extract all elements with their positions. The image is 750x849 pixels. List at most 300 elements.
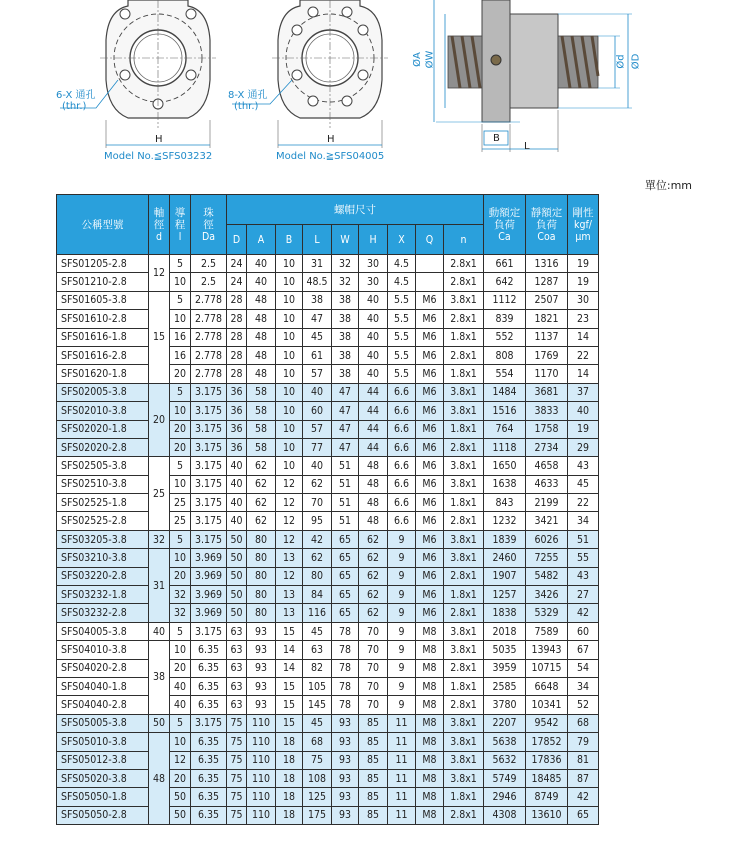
cell-x: 5.5 — [388, 291, 416, 309]
cell-n: 1.8x1 — [444, 494, 484, 512]
cell-k: 29 — [568, 438, 599, 456]
cell-coa: 4658 — [526, 457, 568, 475]
cell-w: 47 — [332, 420, 359, 438]
table-row — [57, 420, 599, 438]
cell-da: 3.175 — [191, 438, 227, 456]
cell-l: 5 — [170, 383, 191, 401]
cell-b: 12 — [276, 494, 303, 512]
cell-w: 65 — [332, 604, 359, 622]
cell-w: 65 — [332, 530, 359, 548]
cell-l: 40 — [303, 383, 332, 401]
cell-ca: 1257 — [484, 586, 526, 604]
cell-w: 51 — [332, 475, 359, 493]
cell-k: 14 — [568, 328, 599, 346]
cell-q: M8 — [416, 769, 444, 787]
drawing-svg — [0, 0, 750, 170]
cell-model: SFS02010-3.8 — [57, 402, 149, 420]
table-row — [57, 457, 599, 475]
cell-ca: 552 — [484, 328, 526, 346]
cell-ca: 642 — [484, 273, 526, 291]
cell-d: 36 — [227, 383, 247, 401]
cell-ca: 1118 — [484, 438, 526, 456]
cell-model: SFS04040-2.8 — [57, 696, 149, 714]
cell-b: 13 — [276, 586, 303, 604]
cell-x: 5.5 — [388, 365, 416, 383]
cell-l: 20 — [170, 438, 191, 456]
cell-q: M8 — [416, 714, 444, 732]
cell-coa: 17852 — [526, 733, 568, 751]
cell-d: 28 — [227, 346, 247, 364]
cell-k: 60 — [568, 622, 599, 640]
cell-d: 28 — [227, 365, 247, 383]
cell-ca: 1112 — [484, 291, 526, 309]
cell-d: 40 — [227, 457, 247, 475]
cell-h: 85 — [359, 806, 388, 824]
cell-x: 9 — [388, 567, 416, 585]
table-row — [57, 567, 599, 585]
cell-b: 18 — [276, 751, 303, 769]
cell-da: 2.778 — [191, 310, 227, 328]
cell-da: 6.35 — [191, 677, 227, 695]
cell-l: 5 — [170, 255, 191, 273]
cell-l: 45 — [303, 328, 332, 346]
cell-b: 10 — [276, 402, 303, 420]
cell-l: 45 — [303, 622, 332, 640]
cell-h: 70 — [359, 659, 388, 677]
cell-l: 20 — [170, 365, 191, 383]
cell-l: 57 — [303, 365, 332, 383]
cell-d: 75 — [227, 806, 247, 824]
cell-h: 48 — [359, 475, 388, 493]
cell-model: SFS05012-3.8 — [57, 751, 149, 769]
cell-coa: 6648 — [526, 677, 568, 695]
cell-coa: 4633 — [526, 475, 568, 493]
cell-h: 85 — [359, 769, 388, 787]
cell-x: 9 — [388, 622, 416, 640]
cell-n: 3.8x1 — [444, 641, 484, 659]
cell-a: 40 — [247, 255, 276, 273]
cell-l: 125 — [303, 788, 332, 806]
cell-da: 2.778 — [191, 365, 227, 383]
cell-k: 19 — [568, 420, 599, 438]
cell-h: 40 — [359, 346, 388, 364]
cell-l: 50 — [170, 788, 191, 806]
table-row — [57, 604, 599, 622]
table-row — [57, 512, 599, 530]
cell-l: 20 — [170, 567, 191, 585]
cell-q: M6 — [416, 604, 444, 622]
cell-l: 62 — [303, 549, 332, 567]
cell-da: 3.175 — [191, 494, 227, 512]
cell-a: 110 — [247, 714, 276, 732]
cell-shaft-diameter: 38 — [149, 641, 170, 715]
cell-l: 5 — [170, 291, 191, 309]
cell-w: 65 — [332, 549, 359, 567]
cell-d: 50 — [227, 530, 247, 548]
cell-l: 61 — [303, 346, 332, 364]
header-shaft: 軸 徑 d — [149, 195, 170, 255]
cell-q: M6 — [416, 457, 444, 475]
cell-coa: 7255 — [526, 549, 568, 567]
cell-model: SFS05020-3.8 — [57, 769, 149, 787]
cell-w: 93 — [332, 769, 359, 787]
cell-coa: 3426 — [526, 586, 568, 604]
cell-a: 93 — [247, 659, 276, 677]
cell-l: 25 — [170, 494, 191, 512]
cell-x: 6.6 — [388, 494, 416, 512]
cell-h: 62 — [359, 567, 388, 585]
cell-x: 9 — [388, 696, 416, 714]
cell-h: 48 — [359, 457, 388, 475]
cell-l: 50 — [170, 806, 191, 824]
cell-coa: 6026 — [526, 530, 568, 548]
table-row — [57, 586, 599, 604]
cell-l: 40 — [303, 457, 332, 475]
cell-b: 12 — [276, 567, 303, 585]
cell-k: 87 — [568, 769, 599, 787]
table-row — [57, 622, 599, 640]
header-ball: 珠 徑 Da — [191, 195, 227, 255]
cell-q: M6 — [416, 567, 444, 585]
cell-ca: 839 — [484, 310, 526, 328]
cell-l: 175 — [303, 806, 332, 824]
cell-ca: 1839 — [484, 530, 526, 548]
cell-coa: 3421 — [526, 512, 568, 530]
cell-l: 63 — [303, 641, 332, 659]
cell-n: 3.8x1 — [444, 475, 484, 493]
cell-k: 79 — [568, 733, 599, 751]
cell-n: 3.8x1 — [444, 457, 484, 475]
cell-da: 3.969 — [191, 549, 227, 567]
cell-d: 24 — [227, 273, 247, 291]
cell-q — [416, 255, 444, 273]
cell-da: 6.35 — [191, 788, 227, 806]
cell-h: 85 — [359, 788, 388, 806]
cell-a: 62 — [247, 512, 276, 530]
cell-coa: 13943 — [526, 641, 568, 659]
cell-q: M6 — [416, 310, 444, 328]
cell-b: 10 — [276, 273, 303, 291]
cell-model: SFS03232-1.8 — [57, 586, 149, 604]
cell-k: 43 — [568, 457, 599, 475]
cell-h: 44 — [359, 420, 388, 438]
cell-d: 50 — [227, 567, 247, 585]
cell-da: 2.5 — [191, 255, 227, 273]
cell-l: 10 — [170, 310, 191, 328]
cell-l: 70 — [303, 494, 332, 512]
cell-n: 2.8x1 — [444, 806, 484, 824]
cell-h: 40 — [359, 291, 388, 309]
cell-da: 3.175 — [191, 475, 227, 493]
cell-b: 10 — [276, 255, 303, 273]
cell-w: 47 — [332, 402, 359, 420]
cell-b: 18 — [276, 769, 303, 787]
cell-d: 36 — [227, 438, 247, 456]
cell-q: M6 — [416, 346, 444, 364]
cell-a: 58 — [247, 402, 276, 420]
table-row — [57, 346, 599, 364]
cell-w: 93 — [332, 733, 359, 751]
cell-h: 30 — [359, 273, 388, 291]
cell-ca: 3780 — [484, 696, 526, 714]
cell-n: 3.8x1 — [444, 549, 484, 567]
hole-label-8x-thr: (thr.) — [234, 101, 259, 112]
cell-ca: 2207 — [484, 714, 526, 732]
cell-model: SFS04040-1.8 — [57, 677, 149, 695]
cell-coa: 1316 — [526, 255, 568, 273]
cell-l: 20 — [170, 659, 191, 677]
cell-l: 12 — [170, 751, 191, 769]
cell-coa: 7589 — [526, 622, 568, 640]
cell-w: 38 — [332, 346, 359, 364]
cell-l: 10 — [170, 273, 191, 291]
cell-a: 80 — [247, 586, 276, 604]
cell-k: 65 — [568, 806, 599, 824]
cell-b: 10 — [276, 420, 303, 438]
cell-w: 32 — [332, 273, 359, 291]
cell-d: 75 — [227, 733, 247, 751]
cell-n: 3.8x1 — [444, 769, 484, 787]
dim-small-d: Ød — [615, 54, 627, 69]
cell-x: 9 — [388, 604, 416, 622]
cell-w: 93 — [332, 788, 359, 806]
cell-n: 2.8x1 — [444, 346, 484, 364]
cell-coa: 2507 — [526, 291, 568, 309]
cell-coa: 9542 — [526, 714, 568, 732]
table-row — [57, 751, 599, 769]
cell-a: 48 — [247, 365, 276, 383]
cell-l: 20 — [170, 420, 191, 438]
cell-h: 48 — [359, 494, 388, 512]
cell-l: 145 — [303, 696, 332, 714]
cell-l: 5 — [170, 622, 191, 640]
flange-front-view-8-hole — [232, 0, 388, 148]
cell-l: 45 — [303, 714, 332, 732]
cell-q: M8 — [416, 622, 444, 640]
cell-l: 5 — [170, 714, 191, 732]
cell-coa: 2734 — [526, 438, 568, 456]
cell-x: 9 — [388, 530, 416, 548]
table-row — [57, 806, 599, 824]
cell-l: 40 — [170, 696, 191, 714]
hole-label-6x-thr: (thr.) — [62, 101, 87, 112]
cell-x: 6.6 — [388, 402, 416, 420]
cell-d: 75 — [227, 788, 247, 806]
cell-shaft-diameter: 20 — [149, 383, 170, 457]
table-row — [57, 328, 599, 346]
cell-ca: 3959 — [484, 659, 526, 677]
cell-ca: 5035 — [484, 641, 526, 659]
cell-n: 2.8x1 — [444, 696, 484, 714]
cell-a: 80 — [247, 549, 276, 567]
cell-x: 6.6 — [388, 438, 416, 456]
cell-n: 3.8x1 — [444, 383, 484, 401]
cell-ca: 2585 — [484, 677, 526, 695]
header-col-D: D — [227, 225, 247, 255]
cell-d: 63 — [227, 641, 247, 659]
cell-w: 38 — [332, 328, 359, 346]
cell-n: 2.8x1 — [444, 255, 484, 273]
cell-a: 110 — [247, 733, 276, 751]
hole-label-8x: 8-X 通孔 — [228, 90, 268, 101]
technical-drawings — [0, 0, 750, 170]
cell-model: SFS01616-1.8 — [57, 328, 149, 346]
model-note-left: Model No.≦SFS03232 — [104, 151, 213, 162]
cell-x: 11 — [388, 751, 416, 769]
cell-h: 70 — [359, 641, 388, 659]
cell-da: 6.35 — [191, 696, 227, 714]
cell-k: 37 — [568, 383, 599, 401]
cell-shaft-diameter: 15 — [149, 291, 170, 383]
cell-l: 42 — [303, 530, 332, 548]
cell-model: SFS02510-3.8 — [57, 475, 149, 493]
model-note-mid: Model No.≧SFS04005 — [276, 151, 385, 162]
cell-coa: 8749 — [526, 788, 568, 806]
cell-b: 10 — [276, 346, 303, 364]
table-row — [57, 733, 599, 751]
cell-ca: 554 — [484, 365, 526, 383]
cell-x: 9 — [388, 641, 416, 659]
cell-x: 11 — [388, 714, 416, 732]
table-row — [57, 365, 599, 383]
header-rigidity: 剛性 kgf/ μm — [568, 195, 599, 255]
cell-k: 22 — [568, 346, 599, 364]
cell-a: 93 — [247, 677, 276, 695]
cell-d: 24 — [227, 255, 247, 273]
cell-ca: 661 — [484, 255, 526, 273]
cell-b: 18 — [276, 733, 303, 751]
cell-x: 11 — [388, 733, 416, 751]
table-row — [57, 383, 599, 401]
table-row — [57, 659, 599, 677]
cell-ca: 1638 — [484, 475, 526, 493]
cell-a: 80 — [247, 604, 276, 622]
cell-d: 28 — [227, 328, 247, 346]
cell-da: 3.175 — [191, 383, 227, 401]
unit-label: 單位:mm — [644, 179, 692, 192]
cell-model: SFS01205-2.8 — [57, 255, 149, 273]
cell-x: 9 — [388, 659, 416, 677]
header-col-H: H — [359, 225, 388, 255]
table-row — [57, 291, 599, 309]
cell-l: 10 — [170, 549, 191, 567]
cell-a: 62 — [247, 457, 276, 475]
cell-k: 23 — [568, 310, 599, 328]
cell-model: SFS05010-3.8 — [57, 733, 149, 751]
cell-w: 78 — [332, 696, 359, 714]
cell-coa: 17836 — [526, 751, 568, 769]
cell-b: 10 — [276, 310, 303, 328]
dim-h-mid: H — [327, 134, 335, 145]
cell-coa: 5329 — [526, 604, 568, 622]
cell-l: 105 — [303, 677, 332, 695]
cell-model: SFS02525-1.8 — [57, 494, 149, 512]
cell-h: 70 — [359, 622, 388, 640]
cell-da: 2.778 — [191, 346, 227, 364]
cell-l: 48.5 — [303, 273, 332, 291]
cell-ca: 1650 — [484, 457, 526, 475]
cell-a: 58 — [247, 420, 276, 438]
cell-h: 44 — [359, 383, 388, 401]
cell-coa: 3681 — [526, 383, 568, 401]
cell-x: 6.6 — [388, 475, 416, 493]
cell-h: 70 — [359, 696, 388, 714]
cell-da: 3.969 — [191, 604, 227, 622]
cell-w: 51 — [332, 457, 359, 475]
cell-n: 2.8x1 — [444, 567, 484, 585]
cell-b: 10 — [276, 383, 303, 401]
cell-h: 40 — [359, 328, 388, 346]
cell-x: 4.5 — [388, 255, 416, 273]
cell-ca: 2946 — [484, 788, 526, 806]
cell-w: 78 — [332, 677, 359, 695]
cell-coa: 1287 — [526, 273, 568, 291]
cell-n: 3.8x1 — [444, 530, 484, 548]
cell-l: 10 — [170, 641, 191, 659]
cell-shaft-diameter: 31 — [149, 549, 170, 623]
cell-b: 12 — [276, 512, 303, 530]
cell-n: 1.8x1 — [444, 788, 484, 806]
table-row — [57, 788, 599, 806]
cell-l: 68 — [303, 733, 332, 751]
cell-d: 75 — [227, 714, 247, 732]
cell-d: 36 — [227, 402, 247, 420]
cell-w: 47 — [332, 438, 359, 456]
cell-da: 3.175 — [191, 512, 227, 530]
cell-da: 2.5 — [191, 273, 227, 291]
cell-a: 58 — [247, 383, 276, 401]
cell-ca: 1907 — [484, 567, 526, 585]
cell-da: 3.175 — [191, 402, 227, 420]
cell-l: 116 — [303, 604, 332, 622]
dim-h-left: H — [155, 134, 163, 145]
cell-l: 40 — [170, 677, 191, 695]
table-row — [57, 310, 599, 328]
cell-h: 30 — [359, 255, 388, 273]
cell-d: 28 — [227, 310, 247, 328]
cell-w: 32 — [332, 255, 359, 273]
cell-ca: 764 — [484, 420, 526, 438]
cell-q: M6 — [416, 291, 444, 309]
dim-l: L — [524, 141, 530, 152]
cell-k: 43 — [568, 567, 599, 585]
cell-q: M8 — [416, 788, 444, 806]
cell-ca: 4308 — [484, 806, 526, 824]
cell-model: SFS05050-2.8 — [57, 806, 149, 824]
cell-k: 19 — [568, 273, 599, 291]
cell-l: 5 — [170, 530, 191, 548]
cell-n: 3.8x1 — [444, 733, 484, 751]
cell-l: 95 — [303, 512, 332, 530]
cell-da: 6.35 — [191, 806, 227, 824]
cell-b: 12 — [276, 530, 303, 548]
cell-l: 16 — [170, 346, 191, 364]
cell-h: 40 — [359, 365, 388, 383]
cell-b: 18 — [276, 788, 303, 806]
cell-h: 70 — [359, 677, 388, 695]
cell-b: 13 — [276, 604, 303, 622]
cell-n: 3.8x1 — [444, 714, 484, 732]
cell-l: 60 — [303, 402, 332, 420]
cell-ca: 2460 — [484, 549, 526, 567]
cell-n: 2.8x1 — [444, 659, 484, 677]
cell-w: 78 — [332, 641, 359, 659]
cell-q: M6 — [416, 383, 444, 401]
cell-w: 51 — [332, 512, 359, 530]
cell-k: 68 — [568, 714, 599, 732]
cell-model: SFS01616-2.8 — [57, 346, 149, 364]
cell-h: 62 — [359, 530, 388, 548]
